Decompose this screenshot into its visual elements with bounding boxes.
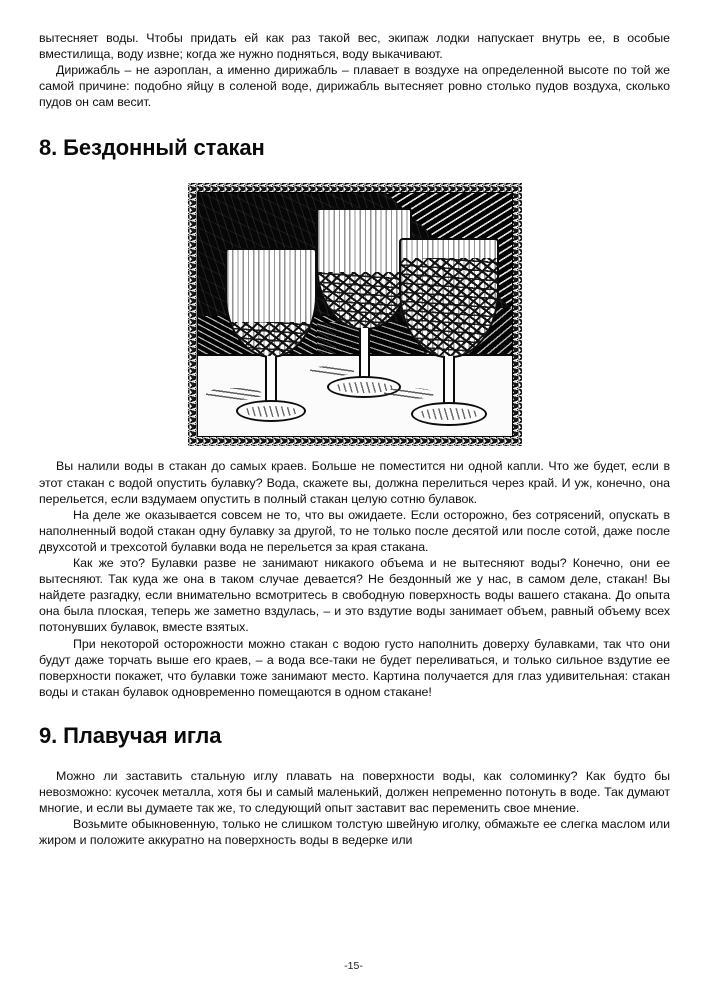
left-glass-foot-shading — [243, 406, 298, 416]
right-glass-bowl — [399, 238, 499, 358]
page-content — [39, 30, 670, 848]
left-glass-pins — [227, 322, 315, 356]
spacer — [39, 446, 670, 458]
right-glass-shadow — [384, 388, 434, 399]
middle-glass-shadow — [310, 366, 354, 376]
paragraph-intro-2: Дирижабль – не аэроплан, а именно дирижабль – плавает в воздухе на определенной высоте по той же самой причине: подобно яйцу в соленой воде, дирижабль вытесняет ровно столько пудов воздуха, сколько пудов он сам весит. — [39, 63, 670, 110]
left-glass — [222, 248, 320, 428]
section-8-paragraph-2: На деле же оказывается совсем не то, что вы ожидаете. Если осторожно, без сотрясений, опускать в наполненный водой стакан одну булавку за другой, то не только после десятой или после сотой, даже после двухсотой и трехсотой булавки вода не перельется за края стакана. — [39, 507, 670, 554]
spacer — [39, 700, 670, 724]
section-9-paragraph-2: Возьмите обыкновенную, только не слишком толстую швейную иголку, обмажьте ее слегка маслом или жиром и положите аккуратно на поверхность воды в ведерке или — [39, 817, 670, 848]
page-number: -15- — [344, 960, 363, 972]
section-9-paragraph-1: Можно ли заставить стальную иглу плавать на поверхности воды, как соломинку? Как будто бы невозможно: кусочек металла, хотя бы и самый маленький, должен непременно потонуть в воде. Так думают многие, и если вы думаете так же, то следующий опыт заставит вас переменить свое мнение. — [39, 768, 670, 816]
spacer — [39, 748, 670, 768]
paragraph-intro-1: вытесняет воды. Чтобы придать ей как раз такой вес, экипаж лодки напускает внутрь ее, в особые вместилища, воду извне; когда же нужно подняться, воду выкачивают. — [39, 31, 670, 62]
section-8-paragraph-3: Как же это? Булавки разве не занимают никакого объема и не вытесняют воды? Конечно, они ее вытесняют. Так куда же она в таком случае девается? Не бездонный же у нас, в самом деле, стакан! Вы найдете разгадку, если внимательно всмотритесь в свободную поверхность воды вашего стакана. До опыта она была плоская, теперь же заметно вздулась, – и это вздутие воды занимает объем, равный объему всех потонувших булавок, вместе взятых. — [39, 556, 670, 635]
figure-container — [39, 183, 670, 446]
spacer — [39, 160, 670, 183]
illustration-canvas — [197, 192, 513, 437]
section-8-paragraph-1: Вы налили воды в стакан до самых краев. Больше не поместится ни одной капли. Что же будет, если в этот стакан с водой опустить булавку? Вода, скажете вы, должна перелиться через край. И уж, конечно, она перельется, если вздумаем опустить в полный стакан целую сотню булавок. — [39, 459, 670, 506]
section-8-heading: 8. Бездонный стакан — [39, 135, 265, 161]
right-glass-stem — [443, 356, 455, 408]
spacer — [39, 110, 670, 136]
right-glass-foot-shading — [418, 408, 479, 420]
section-8-paragraph-4: При некоторой осторожности можно стакан с водою густо наполнить доверху булавками, так что они будут даже торчать выше его краев, – а вода все-таки не будет переливаться, и только сильное вздутие ее поверхности покажет, что булавки тоже занимают место. Картина получается для глаз удивительная: стакан воды и стакан булавок одновременно помещаются в одном стакане! — [39, 636, 670, 699]
middle-glass-stem — [359, 328, 370, 382]
right-glass-pins — [401, 258, 497, 356]
glasses-with-pins-illustration — [188, 183, 522, 446]
left-glass-stem — [265, 356, 277, 406]
left-glass-shadow — [206, 388, 262, 400]
right-glass-foot — [411, 402, 487, 426]
left-glass-foot — [236, 400, 306, 422]
right-glass — [396, 238, 502, 432]
section-9-heading: 9. Плавучая игла — [39, 722, 222, 748]
left-glass-bowl — [225, 248, 317, 358]
